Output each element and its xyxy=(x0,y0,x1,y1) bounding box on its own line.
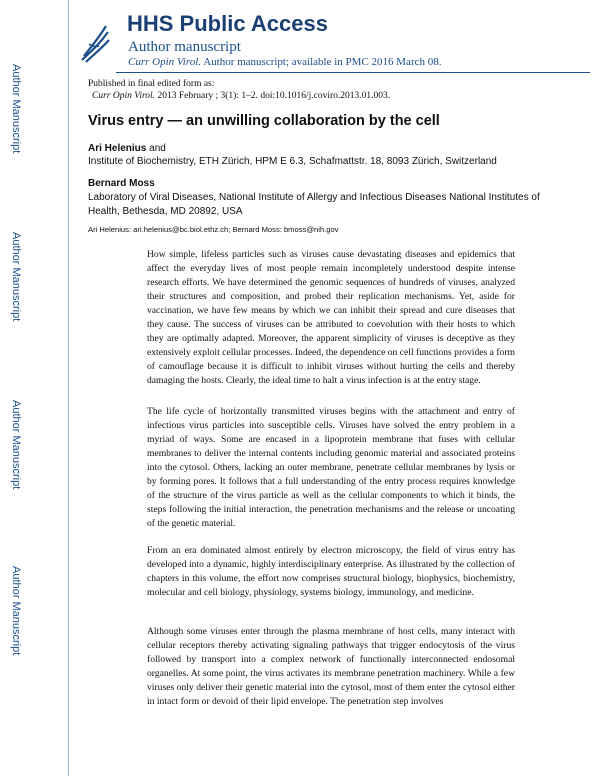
sidebar-label-author-manuscript: Author Manuscript xyxy=(10,400,22,490)
availability-line xyxy=(128,56,441,68)
sidebar-label-author-manuscript: Author Manuscript xyxy=(10,566,22,656)
citation xyxy=(92,91,390,101)
citation-details: 2013 February ; 3(1): 1–2. doi:10.1016/j.coviro.2013.01.003. xyxy=(155,91,391,101)
header-divider xyxy=(116,72,590,73)
hhs-eagle-logo-icon xyxy=(80,22,110,64)
body-paragraph: The life cycle of horizontally transmitted viruses begins with the attachment and entry of infectious virus particles into susceptible cells. Viruses have solved the entry problem in a myriad of ways. Some are encased in a lipoprotein membrane that fuses with cellular membranes to deliver the internal contents including genomic material and associated proteins into the cytosol. Others, lacking an outer membrane, penetrate cellular membranes by lysis or by forming pores. It follows that a full understanding of the entry process requires knowledge of the structure of the virus particle as well as the cellular components to which it binds, the steps following the initial interaction, the penetration mechanisms and the release or uncoating of the genetic material. xyxy=(147,406,515,529)
availability-text: Author manuscript; available in PMC 2016 March 08. xyxy=(201,56,442,68)
manuscript-label: Author manuscript xyxy=(128,39,241,55)
author-conjunction: and xyxy=(146,143,166,154)
sidebar-label-author-manuscript: Author Manuscript xyxy=(10,64,22,154)
author-name xyxy=(88,143,166,154)
published-label: Published in final edited form as: xyxy=(88,79,215,89)
author-affiliation: Laboratory of Viral Diseases, National Institute of Allergy and Infectious Diseases National Institutes of Health, Bethesda, MD 20892, USA xyxy=(88,192,540,217)
author-name-text: Ari Helenius xyxy=(88,143,147,154)
author-affiliation: Institute of Biochemistry, ETH Zürich, HPM E 6.3, Schafmattstr. 18, 8093 Zürich, Switzerland xyxy=(88,156,497,167)
author-name: Bernard Moss xyxy=(88,178,155,189)
citation-journal: Curr Opin Virol. xyxy=(92,91,156,101)
body-paragraph: Although some viruses enter through the plasma membrane of host cells, many interact with cellular receptors thereby activating signaling pathways that trigger endocytosis of the virus followed by transport into a complex network of functionally interconnected endosomal organelles. At some point, the virus activates its membrane penetration machinery. While a few viruses only deliver their genetic material into the cytosol, most of them enter the cytosol either in intact form or devoid of their lipid envelope. The penetration step involves xyxy=(147,626,515,707)
article-title: Virus entry — an unwilling collaboration by the cell xyxy=(88,113,440,129)
page-title: HHS Public Access xyxy=(127,11,328,36)
body-paragraph: How simple, lifeless particles such as viruses cause devastating diseases and epidemics that affect the everyday lives of most people remain incompletely understood despite intense research efforts. We have determined the genomic sequences of hundreds of viruses, analyzed their structures and composition, and probed their replication mechanisms. Yet, aside for vaccination, we have few means by which we can inhibit their spread and cure diseases that they cause. The success of viruses can be attributed to coevolution with their hosts to which they are optimally adapted. Moreover, the apparent simplicity of viruses is deceptive as they extensively exploit cellular processes. Indeed, the dependence on cell functions provides a form of camouflage because it is difficult to inhibit viruses without hurting the cells and thereby damaging the hosts. Clearly, the ideal time to halt a virus infection is at the entry stage. xyxy=(147,249,515,386)
body-paragraph: From an era dominated almost entirely by electron microscopy, the field of virus entry has developed into a dynamic, highly interdisciplinary enterprise. As illustrated by the collection of chapters in this volume, the effort now comprises structural biology, biophysics, biochemistry, molecular and cell biology, physiology, systems biology, immunology, and medicine. xyxy=(147,545,515,598)
sidebar-label-author-manuscript: Author Manuscript xyxy=(10,232,22,322)
journal-name: Curr Opin Virol. xyxy=(128,56,202,68)
author-emails: Ari Helenius: ari.helenius@bc.biol.ethz.ch; Bernard Moss: bmoss@nih.gov xyxy=(88,225,339,234)
sidebar-rule xyxy=(68,0,69,776)
